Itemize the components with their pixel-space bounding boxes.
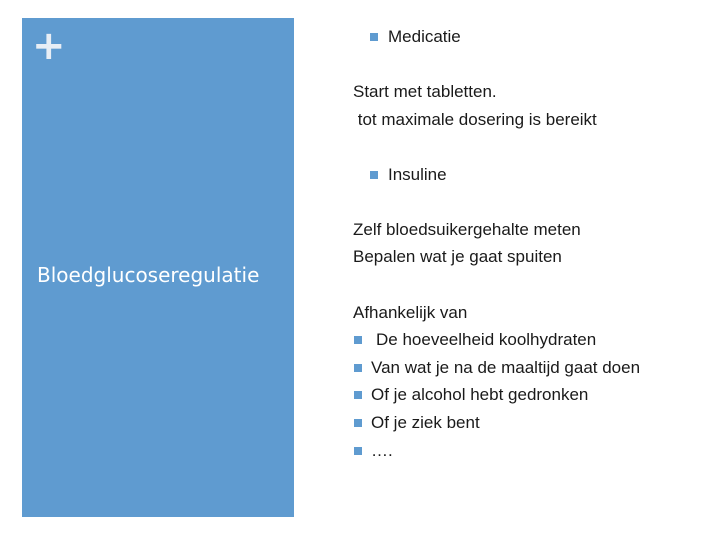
list-item: Van wat je na de maaltijd gaat doen [371, 358, 641, 377]
list-item: Of je ziek bent [371, 413, 480, 432]
square-bullet-icon [370, 33, 378, 41]
slide-title: Bloedglucoseregulatie [37, 263, 260, 287]
medicatie-heading: Medicatie [388, 27, 461, 46]
list-item: …. [371, 441, 393, 460]
medicatie-line-2: tot maximale dosering is bereikt [353, 110, 597, 129]
afhankelijk-heading: Afhankelijk van [353, 303, 468, 322]
insuline-line-2: Bepalen wat je gaat spuiten [353, 247, 562, 266]
medicatie-line-1: Start met tabletten. [353, 82, 497, 101]
square-bullet-icon [354, 364, 362, 372]
square-bullet-icon [354, 447, 362, 455]
square-bullet-icon [354, 336, 362, 344]
plus-icon: + [32, 23, 66, 69]
square-bullet-icon [354, 391, 362, 399]
square-bullet-icon [370, 171, 378, 179]
list-item: Of je alcohol hebt gedronken [371, 385, 589, 404]
insuline-line-1: Zelf bloedsuikergehalte meten [353, 220, 581, 239]
insuline-heading: Insuline [388, 165, 447, 184]
list-item: De hoeveelheid koolhydraten [376, 330, 597, 349]
square-bullet-icon [354, 419, 362, 427]
